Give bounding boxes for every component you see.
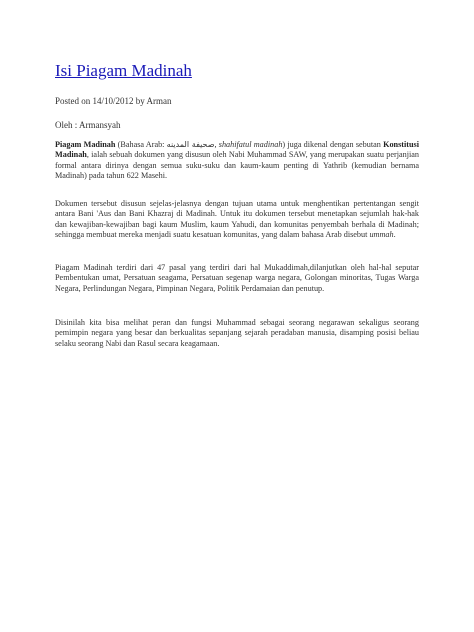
p1-text-c: ) juga dikenal dengan sebutan bbox=[282, 140, 384, 149]
arabic-term: صحيفة المدينه bbox=[166, 140, 215, 149]
transliteration: shahifatul madinah bbox=[218, 140, 283, 149]
paragraph-structure: Piagam Madinah terdiri dari 47 pasal yang terdiri dari hal Mukaddimah,dilanjutkan oleh hal-hal seputar Pembentukan umat, Persatuan seagama, Persatuan segenap warga negara, Golongan minoritas, Tugas Warga Negara, Perlindungan Negara, Pimpinan Negara, Politik Perdamaian dan penutup. bbox=[55, 263, 419, 293]
term-ummah: ummah bbox=[369, 230, 394, 240]
author-line: Oleh : Armansyah bbox=[55, 120, 121, 130]
p1-text-d: , ialah sebuah dokumen yang disusun oleh Nabi Muhammad SAW, yang merupakan suatu perjanjian formal antara dirinya dengan semua suku-suku dan kaum-kaum penting di Yathrib (kemudian bernama Madinah) pada tahun 622 Masehi. bbox=[55, 150, 419, 181]
p1-text-b: , bbox=[214, 140, 219, 149]
p2-text-a: Dokumen tersebut disusun sejelas-jelasnya dengan tujuan utama untuk menghentikan pertentangan sengit antara Bani 'Aus dan Bani Khazraj di Madinah. Untuk itu dokumen tersebut menetapkan sejumlah hak-hak dan kewajiban-kewajiban bagi kaum Muslim, kaum Yahudi, dan komunitas penyembah berhala di Madinah; sehingga membuat mereka menjadi suatu kesatuan komunitas, yang dalam bahasa Arab disebut bbox=[55, 199, 419, 240]
term-konstitusi-madinah: Konstitusi Madinah bbox=[55, 140, 420, 160]
post-title-link[interactable]: Isi Piagam Madinah bbox=[55, 61, 192, 80]
p2-text-b: . bbox=[393, 230, 396, 240]
paragraph-purpose bbox=[55, 199, 419, 241]
paragraph-definition bbox=[55, 140, 419, 182]
post-meta: Posted on 14/10/2012 by Arman bbox=[55, 96, 172, 106]
p1-text-a: (Bahasa Arab: bbox=[115, 140, 167, 149]
term-piagam-madinah: Piagam Madinah bbox=[55, 140, 116, 149]
paragraph-conclusion: Disinilah kita bisa melihat peran dan fungsi Muhammad sebagai seorang negarawan sekaligus seorang pemimpin negara yang besar dan berkualitas sepanjang sejarah peradaban manusia, disamping posisi beliau selaku seorang Nabi dan Rasul secara keagamaan. bbox=[55, 318, 419, 348]
